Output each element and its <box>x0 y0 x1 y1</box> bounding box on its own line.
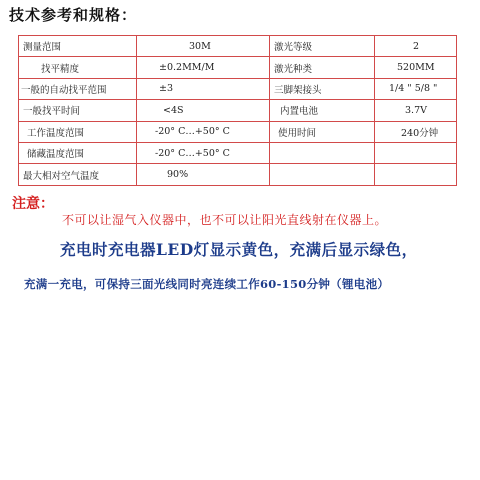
note-text: 不可以让湿气入仪器中，也不可以让阳光直线射在仪器上。 <box>62 213 388 227</box>
spec-label: 激光等级 <box>270 36 375 57</box>
spec-table <box>18 35 457 186</box>
spec-value: ±3 <box>137 78 270 99</box>
spec-label <box>270 164 375 185</box>
table-row <box>19 57 457 78</box>
spec-label <box>270 142 375 163</box>
spec-label: 激光种类 <box>270 57 375 78</box>
spec-value <box>375 142 457 163</box>
led-indicator-text: 充电时充电器LED灯显示黄色，充满后显示绿色， <box>60 240 418 259</box>
spec-label: 内置电池 <box>270 100 375 121</box>
spec-value <box>375 164 457 185</box>
spec-label: 使用时间 <box>270 121 375 142</box>
spec-value: ±0.2MM/M <box>137 57 270 78</box>
spec-value: 2 <box>375 36 457 57</box>
spec-value: <4S <box>137 100 270 121</box>
table-row <box>19 121 457 142</box>
spec-label: 一般找平时间 <box>19 100 137 121</box>
spec-label: 储藏温度范围 <box>19 142 137 163</box>
section-title: 技术参考和规格： <box>9 6 138 24</box>
spec-value: -20° C…+50° C <box>137 121 270 142</box>
spec-value: 3.7V <box>375 100 457 121</box>
note-title: 注意： <box>12 196 54 212</box>
table-row <box>19 36 457 57</box>
table-row <box>19 78 457 99</box>
spec-label: 工作温度范围 <box>19 121 137 142</box>
spec-label: 测量范围 <box>19 36 137 57</box>
spec-label: 找平精度 <box>19 57 137 78</box>
spec-value: -20° C…+50° C <box>137 142 270 163</box>
table-row <box>19 142 457 163</box>
spec-value: 30M <box>137 36 270 57</box>
table-row <box>19 164 457 185</box>
table-row <box>19 100 457 121</box>
spec-value: 1/4 " 5/8 " <box>375 78 457 99</box>
spec-label: 三脚架接头 <box>270 78 375 99</box>
charge-duration-text: 充满一充电，可保持三面光线同时亮连续工作60-150分钟（锂电池） <box>24 277 390 291</box>
spec-value: 90% <box>137 164 270 185</box>
spec-value: 240分钟 <box>375 121 457 142</box>
spec-value: 520MM <box>375 57 457 78</box>
spec-label: 最大相对空气温度 <box>19 164 137 185</box>
spec-label: 一般的自动找平范围 <box>19 78 137 99</box>
